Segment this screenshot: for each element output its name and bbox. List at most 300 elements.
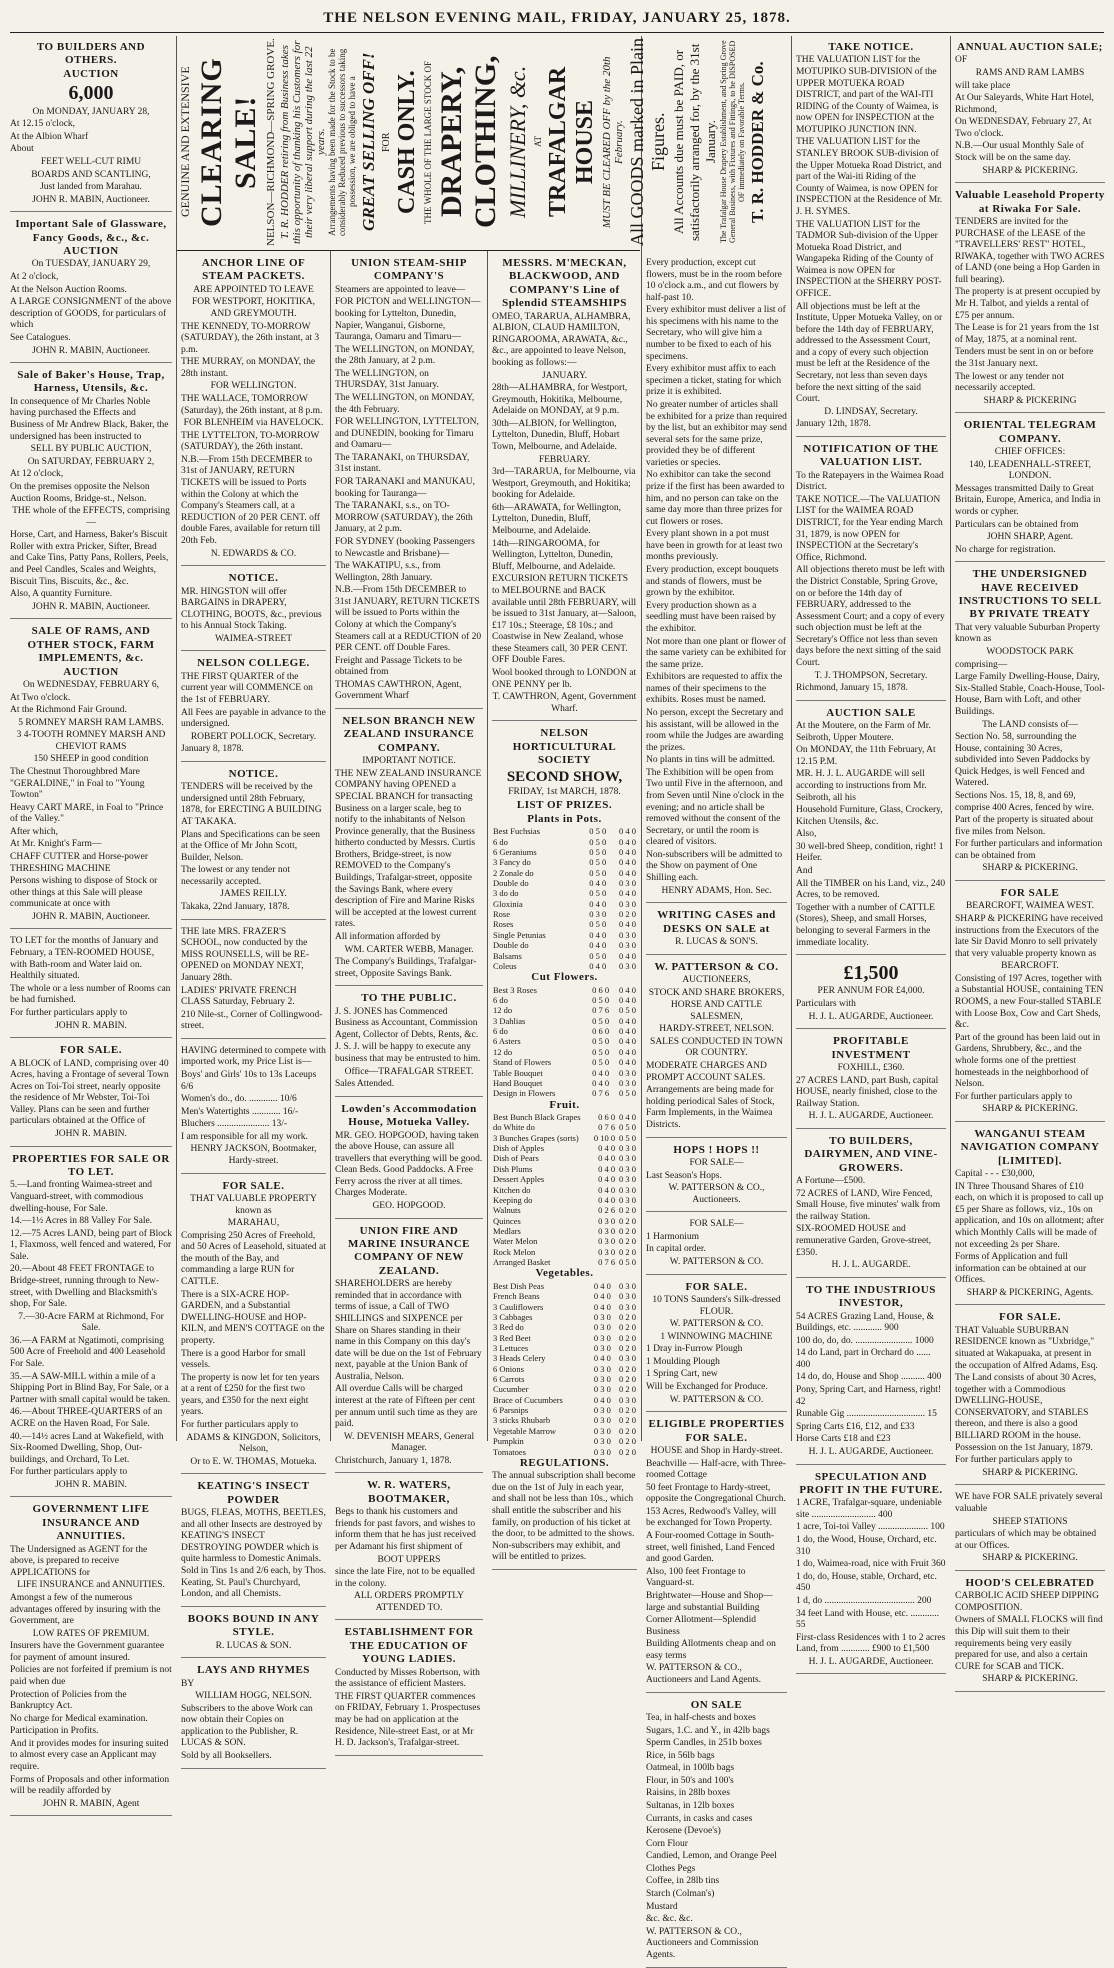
table-row [492, 868, 637, 878]
advert-line: In consequence of Mr Charles Noble having purchased the Effects and Business of Mr Andrew Black, Baker, the undersigned has been instructed to [10, 396, 169, 442]
table-cell: 3 Red do [493, 1322, 524, 1333]
table-row [492, 1281, 637, 1291]
advert-line: H. J. L. AUGARDE, Auctioneer. [808, 1446, 934, 1457]
advert-line: Sections Nos. 15, 18, 8, and 69, comprise 400 Acres, fenced by wire. [955, 790, 1095, 813]
table-row [492, 1122, 637, 1132]
clearing-line5: Arrangements having been made for the Stock to be considerably Reduced previous to successors taking possession, we are obliged to have a [327, 48, 357, 236]
table-cell: 6 Geraniums [493, 846, 537, 857]
advert-line: 1 Spring Cart, new [646, 1369, 718, 1380]
advert-line: Raisins, in 28lb boxes [646, 1788, 730, 1799]
column-7 [955, 38, 1105, 1685]
advert-heading: SPECULATION AND PROFIT IN THE FUTURE. [799, 1470, 943, 1496]
table-cell: 0 4 0 [598, 1143, 616, 1154]
advert [646, 1215, 787, 1274]
clearing-rule [177, 250, 640, 251]
table-cell: 0 6 0 [598, 1111, 616, 1122]
advert-line: TENDERS will be received by the undersigned until 28th February, 1878, for ERECTING A BUILDING AT TAKAKA. [181, 782, 322, 827]
table-cell: 0 4 0 [593, 1353, 611, 1364]
table-cell: 0 4 0 [619, 836, 636, 847]
advert-line: HARDY-STREET, NELSON. [659, 1024, 774, 1035]
table-cell: 0 2 0 [619, 1446, 636, 1457]
advert-line: That very valuable Suburban Property known as [955, 622, 1101, 645]
table-cell: 0 2 0 [619, 1363, 636, 1374]
table-cell: 0 2 0 [619, 1205, 636, 1216]
advert-line: 28th—ALHAMBRA, for Westport, Greymouth, Hokitika, Melbourne, Adelaide on MONDAY, at 9 p.m. [492, 383, 628, 417]
advert-line: H. J. L. AUGARDE, Auctioneer. [808, 1656, 934, 1667]
advert-line: JOHN R. MABIN. [55, 1020, 127, 1031]
advert-line: SHARP & PICKERING. [982, 1553, 1078, 1564]
advert [955, 884, 1105, 1122]
table-row [492, 1415, 637, 1425]
advert-line: Clothes Pegs [646, 1863, 696, 1874]
advert-line: Building Allotments cheap and on easy terms [646, 1639, 776, 1661]
table-row [492, 1447, 637, 1457]
table-cell: Rose [493, 909, 510, 920]
table-cell: 0 5 0 [589, 950, 607, 961]
advert-large-figure: £1,500 [843, 962, 899, 985]
regulations-heading: REGULATIONS. [519, 1456, 610, 1469]
advert-line: Amongst a few of the numerous advantages offered by insuring with the Government, are [10, 1592, 161, 1627]
advert-line: THE VALUATION LIST for the MOTUPIKO SUB-DIVISION of the UPPER MOTUEKA ROAD DISTRICT, and part of the WAI-ITI RIDING of the County of Waimea, is now OPEN for INSPECTION at the MOTUPIKO JUNCTION INN. [796, 55, 939, 135]
advert-line: Part of the ground has been laid out in Gardens, Shrubbery, &c., and the whole forms one of the prettiest homesteads in the neighborhood of Nelson. [955, 1032, 1101, 1090]
advert-heading: KEATING'S INSECT POWDER [197, 1480, 310, 1506]
advert-line: JOHN R. MABIN, Auctioneer. [32, 194, 150, 205]
clearing-line17: The Trafalgar House Drapery Establishment, and Spring Grove General Business, with Fixtures and Fittings, to be DISPOSED OF immediately on Favorable Terms. [719, 40, 746, 244]
advert-line: There is a good Harbor for small vessels. [181, 1348, 306, 1371]
table-cell: 0 3 0 [619, 1163, 636, 1174]
table-cell: 0 5 0 [589, 867, 607, 878]
advert-heading: FOR SALE [1000, 887, 1060, 900]
advert-line: WAIMEA-STREET [214, 633, 293, 644]
advert-line: And it provides modes for insuring suited to almost every case an Applicant may require. [10, 1738, 169, 1773]
table-row [492, 919, 637, 929]
advert-heading: GOVERNMENT LIFE INSURANCE AND ANNUITIES. [32, 1503, 150, 1543]
advert-line: Freight and Passage Tickets to be obtained from [335, 655, 462, 678]
table-cell: 0 3 0 [593, 1415, 611, 1426]
table-cell: Quinces [493, 1215, 521, 1226]
advert-line: All objections thereto must be left with the District Constable, Spring Grove, on or before the 14th day of FEBRUARY, addressed to the Assessment Court; and a copy of every such objection must be left at the Secretary's Office not less than seven days before the next sitting of the said Court. [796, 565, 945, 668]
advert-line: The WELLINGTON, on THURSDAY, 31st January. [335, 368, 439, 391]
advert-line: At Mr. Knight's Farm— [10, 839, 102, 850]
table-cell: 0 4 0 [619, 888, 636, 899]
advert-line: CHIEF OFFICES: [994, 447, 1066, 458]
table-cell: 0 4 0 [619, 826, 636, 837]
table-row [492, 1057, 637, 1067]
table-cell: 0 4 0 [619, 1015, 636, 1026]
advert-line: Every production, except bouquets and stands of flowers, must be grown by the exhibitor. [646, 565, 779, 599]
table-cell: Medlars [493, 1225, 521, 1236]
advert-line: IN Three Thousand Shares of £10 each, on which it is proposed to call up £5 per Share as follows, viz., 10s on application, and 10s on allotment; after which Monthly Calls will be made of not exceeding 2s per Share. [955, 1181, 1104, 1250]
advert-line: Will be Exchanged for Produce. [646, 1382, 768, 1393]
advert-line: The LAND consists of— [982, 719, 1078, 730]
advert-line: On MONDAY, JANUARY 28, [32, 106, 150, 117]
advert-line: No charge for Medical examination. [10, 1713, 148, 1724]
table-cell: Water Melon [493, 1236, 538, 1247]
advert-line: Together with a number of CATTLE (Stores), Sheep, and small Horses, belonging to several Farmers in the immediate locality. [796, 902, 935, 948]
table-row [492, 1174, 637, 1184]
advert-line: SHARP & PICKERING [983, 395, 1077, 406]
table-row [492, 930, 637, 940]
table-cell: do White do [493, 1122, 535, 1133]
advert-heading: HOOD'S CELEBRATED [965, 1576, 1095, 1589]
advert-line: 14 do Land, part in Orchard do ...... 400 [796, 1348, 931, 1370]
advert-line: 72 ACRES of LAND, Wire Fenced, Small House, five minutes' walk from the railway Station. [796, 1188, 941, 1222]
advert-line: All the TIMBER on his Land, viz., 240 Acres, to be removed. [796, 878, 946, 901]
table-cell: 0 5 0 [592, 1015, 610, 1026]
show-title: SECOND SHOW, [506, 768, 623, 785]
table-row [492, 888, 637, 898]
advert-line: Every plant shown in a pot must have been in growth for at least two months previously. [646, 529, 783, 563]
advert-line: HOUSE and Shop in Hardy-street. [650, 1445, 783, 1456]
advert-line: Candied, Lemon, and Orange Peel [646, 1851, 777, 1862]
advert-line: At 12.15 o'clock, [10, 119, 76, 130]
table-cell: 0 4 0 [619, 1036, 636, 1047]
advert-line: T. CAWTHRON, Agent, Government Wharf. [492, 692, 637, 714]
advert-line: Part of the property is situated about five miles from Nelson. [955, 815, 1094, 837]
advert-line: particulars of which may be obtained at our Offices. [955, 1529, 1097, 1551]
table-cell: 0 3 0 [593, 1322, 611, 1333]
advert-heading: TO BUILDERS, DAIRYMEN, AND VINE-GROWERS. [804, 1134, 938, 1174]
table-cell: 0 4 0 [589, 960, 607, 971]
table-cell: 0 5 0 [592, 1036, 610, 1047]
advert-line: SHARP & PICKERING have received instructions from the Executors of the late Sir David Monro to sell privately that very valuable property known as [955, 914, 1103, 959]
table-cell: 0 5 0 [619, 1257, 636, 1268]
advert-line: THE whole of the EFFECTS, comprising— [12, 506, 170, 528]
table-cell: 3 Heads Celery [493, 1353, 546, 1364]
clearing-line4: T. R. HODDER retiring from Business takes this opportunity of thanking his Customers for their very liberal support during the last 22 years. [279, 40, 327, 244]
prize-table [492, 826, 637, 971]
advert-line: comprising— [955, 659, 1008, 670]
table-cell: Cucumber [493, 1384, 529, 1395]
advert-line: No person, except the Secretary and his assistant, will be allowed in the room while the Judges are awarding the prizes. [646, 707, 784, 753]
advert-heading: AUCTION SALE [826, 706, 916, 719]
advert [646, 958, 787, 1138]
table-cell: 3 Red Beet [493, 1332, 531, 1343]
advert-heading: ANCHOR LINE OF STEAM PACKETS. [201, 257, 306, 283]
advert-title: AUCTION [63, 67, 119, 80]
advert-line: To the Ratepayers in the Waimea Road District. [796, 470, 944, 493]
column-rule [950, 36, 951, 1441]
advert-line: WM. CARTER WEBB, Manager. [344, 944, 474, 955]
advert-line: Tenders must be sent in on or before the 31st January next. [955, 347, 1094, 369]
clearing-line16: All Accounts due must be PAID, or satisfactorily arranged for, by the 31st January. [671, 43, 718, 241]
advert-line: The TARANAKI, s.s., on TO-MORROW (SATURDAY), the 26th January, at 2 p.m. [335, 501, 473, 535]
table-cell: 0 3 0 [593, 1374, 611, 1385]
advert-line: THE LYTTELTON, TO-MORROW (SATURDAY), the 26th instant. [181, 430, 320, 453]
advert-line: Subscribers to the above Work can now obtain their Copies on application to the Publisher, R. LUCAS & SON. [181, 1703, 313, 1749]
advert [335, 712, 483, 986]
advert-line: At the Moutere, on the Farm of Mr. Seibroth, Upper Moutere. [796, 721, 931, 743]
advert-heading: PROFITABLE INVESTMENT [831, 1035, 911, 1061]
advert-title: AUCTION [63, 665, 119, 678]
table-cell: 0 4 0 [598, 1194, 616, 1205]
table-cell: Roses [493, 919, 514, 930]
advert [335, 989, 483, 1096]
table-row [492, 1153, 637, 1163]
column-rule [791, 36, 792, 1441]
advert [955, 1308, 1105, 1485]
advert-line: 35.—A SAW-MILL within a mile of a Shipping Port in Blind Bay, For Sale, or a Partner with small capital would be taken. [10, 1371, 171, 1405]
advert-heading: FOR SALE. [222, 1179, 285, 1192]
advert-line: THE VALUATION LIST for the TADMOR Sub-division of the Upper Motueka Road District, and Wangapeka Riding of the County of Waimea is now OPEN for INSPECTION at the SHERRY POST-OFFICE. [796, 219, 942, 299]
table-row [492, 1078, 637, 1088]
advert-line: Capital - - - £30,000, [955, 1169, 1035, 1180]
advert-line: 1 ACRE, Trafalgar-square, undeniable site ........................... 400 [796, 1498, 942, 1520]
table-cell: 0 3 0 [619, 898, 636, 909]
advert-line: 153 Acres, Redwood's Valley, will be exchanged for Town Property. [646, 1506, 777, 1529]
advert-line: LADIES' PRIVATE FRENCH CLASS Saturday, February 2. [181, 985, 297, 1008]
clearing-line7: FOR [381, 132, 392, 152]
advert-line: The whole or a less number of Rooms can be had furnished. [10, 983, 171, 1006]
advert [646, 906, 787, 954]
advert-line: CHAFF CUTTER and Horse-power THRESHING MACHINE [10, 852, 149, 874]
table-row [492, 1005, 637, 1015]
advert [10, 1150, 172, 1498]
column-rule [176, 36, 177, 1441]
prize-section: Cut Flowers. [531, 971, 598, 984]
advert [181, 1661, 326, 1768]
table-cell: 0 3 0 [598, 1236, 616, 1247]
advert-line: First-class Residences with 1 to 2 acres Land, from ............ £900 to £1,500 [796, 1632, 946, 1655]
table-cell: Vegetable Marrow [493, 1425, 557, 1436]
table-cell: 0 3 0 [619, 1067, 636, 1078]
advert-heading: FOR SALE. [999, 1311, 1061, 1324]
column-3 [335, 254, 483, 1749]
advert-line: TO LET for the months of January and February, a TEN-ROOMED HOUSE, with Bath-room and Water laid on. Healthily situated. [10, 936, 159, 982]
advert-line: HORSE AND CATTLE SALESMEN, [670, 1000, 763, 1022]
table-row [492, 1216, 637, 1226]
advert-line: Household Furniture, Glass, Crockery, Kitchen Utensils, &c. [796, 805, 943, 827]
table-cell: 6 do [493, 1026, 508, 1037]
advert-line: FEBRUARY. [538, 454, 591, 465]
advert-line: 5.—Land fronting Waimea-street and Vanguard-street, with commodious dwelling-house, For Sale. [10, 1180, 153, 1214]
table-row [492, 1226, 637, 1236]
advert-line: The WELLINGTON, on MONDAY, the 4th February. [335, 393, 475, 415]
advert [646, 1278, 787, 1413]
advert-line: For further particulars apply to [10, 1467, 128, 1478]
table-cell: 0 3 0 [619, 1280, 636, 1291]
table-cell: 0 3 0 [619, 1291, 636, 1302]
advert-line: For further particulars and information can be obtained from [955, 839, 1103, 861]
advert-line: On MONDAY, the 11th February, At 12.15 P.M. [796, 745, 936, 767]
advert-line: Particulars with [796, 999, 856, 1010]
table-row [492, 1143, 637, 1153]
advert-line: Wool booked through to LONDON at ONE PENNY per lb. [492, 667, 637, 690]
advert-line: After which, [10, 826, 59, 837]
advert [335, 1476, 483, 1620]
prize-table [492, 1281, 637, 1457]
advert-heading: UNION STEAM-SHIP COMPANY'S [351, 257, 467, 283]
advert [955, 1125, 1105, 1306]
advert-line: SALES CONDUCTED IN TOWN OR COUNTRY. [650, 1036, 783, 1059]
clearing-line14: MUST BE CLEARED OFF by the 20th February. [601, 56, 625, 228]
table-row [492, 1247, 637, 1257]
advert-heading: FOR SALE. [60, 1044, 122, 1057]
table-cell: 0 3 0 [593, 1446, 611, 1457]
table-cell: Single Petunias [493, 929, 546, 940]
advert [492, 254, 637, 721]
advert-line: Protection of Policies from the Bankruptcy Act. [10, 1689, 127, 1712]
table-cell: 3 Lettuces [493, 1342, 529, 1353]
advert-line: Rice, in 56lb bags [646, 1750, 715, 1761]
prize-list-title: LIST OF PRIZES. [516, 799, 613, 812]
advert-line: CARBOLIC ACID SHEEP DIPPING COMPOSITION. [955, 1591, 1100, 1613]
advert [10, 1500, 172, 1816]
table-cell: 0 3 0 [619, 1194, 636, 1205]
advert-line: FOR BLENHEIM via HAVELOCK. [183, 418, 324, 429]
column-4 [492, 254, 637, 1563]
advert [181, 254, 326, 566]
advert-line: The WELLINGTON, on MONDAY, the 28th January, at 2 p.m. [335, 344, 475, 367]
advert-heading: Sale of Baker's House, Trap, Harness, Utensils, &c. [17, 369, 165, 395]
table-row [492, 1395, 637, 1405]
advert-line: BEARCROFT. [1001, 961, 1059, 972]
table-cell: 0 2 0 [619, 1322, 636, 1333]
table-cell: 6 do [493, 836, 508, 847]
table-cell: Best 3 Roses [493, 984, 537, 995]
advert-line: 3 4-TOOTH ROMNEY MARSH AND CHEVIOT RAMS [16, 730, 166, 752]
table-row [492, 1291, 637, 1301]
table-cell: 0 3 0 [598, 1215, 616, 1226]
advert-line: THAT VALUABLE PROPERTY known as [190, 1194, 317, 1216]
advert-line: JOHN R. MABIN. [55, 1479, 127, 1490]
advert [10, 1041, 172, 1146]
advert-line: W. PATTERSON & CO., Auctioneers. [668, 1183, 765, 1205]
table-cell: 0 4 0 [619, 1057, 636, 1068]
table-row [492, 961, 637, 971]
advert-line: 14th—RINGAROOMA, for Wellington, Lyttelton, Dunedin, Bluff, Melbourne, and Adelaide. [492, 538, 616, 572]
table-cell: 0 3 0 [619, 1301, 636, 1312]
advert-line: THE FIRST QUARTER of the current year will COMMENCE on the 1st of FEBRUARY. [181, 671, 313, 705]
advert-line: Runable Gig ................................. 15 [796, 1409, 937, 1420]
advert-line: 34 feet Land with House, etc. ............ 55 [796, 1608, 939, 1631]
advert-line: FOR WESTPORT, HOKITIKA, AND GREYMOUTH. [191, 297, 316, 319]
advert-line: Large Family Dwelling-House, Dairy, Six-Stalled Stable, Coach-House, Tool-House, Barn with Loft, and other Buildings. [955, 672, 1105, 717]
table-cell: 0 5 0 [589, 836, 607, 847]
table-cell: 0 3 0 [619, 1153, 636, 1164]
advert [796, 1281, 946, 1465]
table-row [492, 1374, 637, 1384]
advert-line: FOR PICTON and WELLINGTON—booking for Lyttelton, Dunedin, Napier, Wanganui, Gisborne, Tauranga, Oamaru and Timaru— [335, 297, 481, 343]
table-cell: 0 2 0 [619, 1415, 636, 1426]
advert-large-figure: 6,000 [68, 82, 114, 105]
table-cell: Gloxinia [493, 898, 523, 909]
advert-line: H. J. L. AUGARDE, Auctioneer. [808, 1011, 934, 1022]
advert-heading: ESTABLISHMENT FOR THE EDUCATION OF YOUNG LADIES. [344, 1626, 474, 1666]
advert-line: IMPORTANT NOTICE. [362, 756, 456, 767]
table-cell: 0 5 0 [592, 1046, 610, 1057]
advert [796, 38, 946, 437]
advert [181, 1477, 326, 1606]
clearing-line3: NELSON—RICHMOND—SPRING GROVE. [265, 38, 277, 246]
advert-line: January 12th, 1878. [796, 419, 871, 430]
advert-line: The WAKATIPU, s.s., from Wellington, 28th January. [335, 561, 441, 583]
advert-line: Currants, in casks and cases [646, 1813, 753, 1824]
table-cell: Table Bouquet [493, 1067, 543, 1078]
show-date: FRIDAY, 1st MARCH, 1878. [508, 786, 621, 797]
table-row [492, 951, 637, 961]
table-cell: 3 Cabbages [493, 1311, 533, 1322]
table-row [492, 1205, 637, 1215]
table-cell: 0 5 0 [589, 919, 607, 930]
advert-line: Just landed from Marahau. [40, 182, 142, 193]
table-cell: 0 4 0 [592, 1077, 610, 1088]
table-cell: 0 3 0 [589, 909, 607, 920]
advert-line: J. S. JONES has Commenced Business as Accountant, Commission Agent, Collector of Debts, Rents, &c. [335, 1006, 479, 1040]
advert-line: 1 Moulding Plough [646, 1356, 720, 1367]
table-cell: 0 4 0 [619, 950, 636, 961]
advert-line: Persons wishing to dispose of Stock or other things at this Sale will please communicate at once with [10, 876, 158, 910]
table-row [492, 1016, 637, 1026]
advert-line: ADAMS & KINGDON, Solicitors, Nelson, [186, 1432, 321, 1455]
advert [955, 565, 1105, 881]
advert-line: Corner Allotment—Splendid Business [646, 1615, 757, 1637]
advert-line: THE NEW ZEALAND INSURANCE COMPANY having OPENED a SPECIAL BRANCH for transacting Business on a larger scale, beg to notify to the inhabitants of Nelson Province generally, that the Business hitherto conducted by Messrs. Curtis Brothers, Bridge-street, is now REMOVED to the Company's Buildings, Trafalgar-street, opposite the Savings Bank, where every description of Fire and Marine Risks will be accepted at the lowest current rates. [335, 768, 482, 930]
table-row [492, 909, 637, 919]
table-cell: 0 3 0 [619, 1184, 636, 1195]
advert-line: SHAREHOLDERS are hereby reminded that in accordance with terms of issue, a Call of TWO SHILLINGS and SIXPENCE per Share on Shares standing in their name in this Company on this day's date will be due on the 1st of February next, payable at the Union Bank of Australia, Nelson. [335, 1279, 482, 1382]
table-cell: Dessert Apples [493, 1174, 545, 1185]
advert-line: EXCURSION RETURN TICKETS to MELBOURNE and BACK available until 28th FEBRUARY, will be issued to 31st January, at—Saloon, £17 10s.; Steerage, £8 10s.; and Coastwise in New Zealand, whose these Steamers call, 30 PER CENT. OFF Double Fares. [492, 574, 637, 666]
advert-heading: NOTIFICATION OF THE VALUATION LIST. [803, 442, 939, 469]
advert-line: At the Nelson Auction Rooms. [10, 284, 127, 295]
advert-line: Women's do., do. ............ 10/6 [181, 1094, 297, 1105]
advert-line: Plans and Specifications can be seen at the Office of Mr John Scott, Builder, Nelson. [181, 829, 321, 863]
advert-line: At 2 o'clock, [10, 272, 59, 283]
advert-heading: W. R. WATERS, BOOTMAKER, [367, 1479, 451, 1505]
advert [955, 416, 1105, 562]
advert-line: 3rd—TARARUA, for Melbourne, via Westport, Greymouth, and Hokitika; booking for Adelaide. [492, 467, 636, 501]
table-cell: 0 3 0 [593, 1405, 611, 1416]
advert [796, 1468, 946, 1675]
advert-line: JOHN SHARP, Agent. [986, 532, 1074, 543]
advert-line: No greater number of articles shall be exhibited for a prize than required by the list, but an exhibitor may send several sets for the same prize, provided they be of different varieties or species. [646, 399, 787, 468]
advert-line: The Undersigned as AGENT for the above, is prepared to receive APPLICATIONS for [10, 1544, 148, 1578]
table-cell: 0 2 0 [619, 1225, 636, 1236]
advert-line: JOHN R. MABIN, Agent [42, 1798, 140, 1809]
column-6 [796, 38, 946, 1667]
table-row [492, 1026, 637, 1036]
advert-line: LOW RATES OF PREMIUM. [32, 1628, 150, 1639]
advert-line: Every production, except cut flowers, must be in the room before 10 o'clock a.m., and cut flowers by half-past 10. [646, 258, 782, 303]
table-cell: 0 4 0 [598, 1174, 616, 1185]
table-row [492, 1112, 637, 1122]
advert-line: Every production shown as a seedling must have been raised by the exhibitor. [646, 600, 777, 634]
advert [335, 1100, 483, 1219]
advert-line: 5 ROMNEY MARSH RAM LAMBS. [18, 717, 164, 728]
table-row [492, 1333, 637, 1343]
advert-line: The Land consists of about 30 Acres, together with a Commodious DWELLING-HOUSE, CONSERVATORY, and STABLES thereon, and there is also a good BILLIARD ROOM in the house. Possession on the 1st January, 1879. [955, 1373, 1097, 1453]
table-cell: 6 do [493, 994, 508, 1005]
table-cell: 0 5 0 [589, 857, 607, 868]
table-cell: Keeping do [493, 1194, 533, 1205]
table-row [492, 1364, 637, 1374]
clearing-line8: CASH ONLY. [394, 70, 420, 214]
masthead: THE NELSON EVENING MAIL, FRIDAY, JANUARY 25, 1878. [323, 10, 791, 26]
clearing-sale-advert [178, 36, 767, 248]
advert-line: 20.—About 48 FEET FRONTAGE to Bridge-street, running through to New-street, with Dwelling and Blacksmith's shop, For Sale. [10, 1264, 160, 1310]
table-row [492, 878, 637, 888]
advert-line: MARAHAU, [227, 1218, 280, 1229]
advert-line: 40.—14½ acres Land at Wakefield, with Six-Roomed Dwelling, Shop, Out-buildings, and Orchard, To Let. [10, 1431, 164, 1465]
table-cell: 0 4 0 [619, 1026, 636, 1037]
table-cell: 0 3 0 [593, 1436, 611, 1447]
clearing-line11: MILLINERY, &c. [505, 65, 530, 219]
table-cell: 0 4 0 [619, 867, 636, 878]
advert-heading: Valuable Leasehold Property at Riwaka For Sale. [955, 189, 1105, 215]
table-cell: Arranged Basket [493, 1257, 551, 1268]
advert-line: No exhibitor can take the second prize if the first has been awarded to him, and no person can take on the same day more than three prizes for cut flowers or roses. [646, 470, 785, 527]
